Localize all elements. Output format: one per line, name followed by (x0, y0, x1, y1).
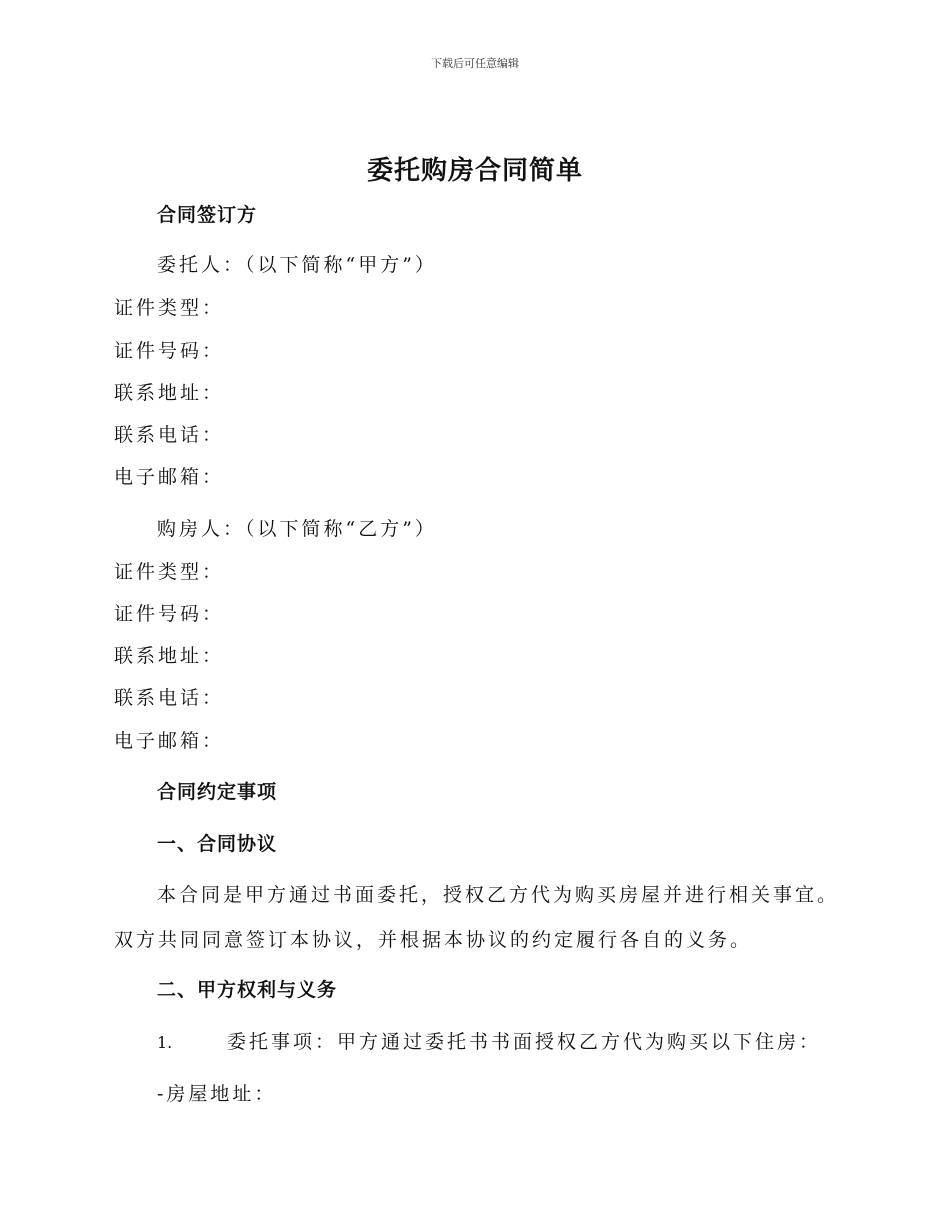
buyer-field-id-number: 证件号码： (114, 603, 225, 625)
section-heading-parties: 合同签订方 (157, 204, 258, 226)
document-title: 委托购房合同简单 (366, 156, 583, 186)
principal-field-email: 电子邮箱： (114, 466, 225, 488)
principal-field-id-number: 证件号码： (114, 340, 225, 362)
principal-field-phone: 联系电话： (114, 424, 225, 446)
buyer-label: 购房人：（以下简称“乙方”） (157, 518, 437, 540)
article2-item1-number: 1. (157, 1033, 173, 1052)
article2-item1 (157, 1027, 821, 1054)
buyer-field-address: 联系地址： (114, 645, 225, 667)
buyer-field-id-type: 证件类型： (114, 561, 225, 583)
article1-paragraph-line1: 本合同是甲方通过书面委托，授权乙方代为购买房屋并进行相关事宜。 (157, 884, 840, 906)
principal-label: 委托人：（以下简称“甲方”） (157, 254, 437, 276)
article2-bullet-house-address: -房屋地址： (157, 1083, 277, 1105)
principal-field-id-type: 证件类型： (114, 297, 225, 319)
article2-item1-text: 委托事项：甲方通过委托书书面授权乙方代为购买以下住房： (227, 1031, 822, 1053)
buyer-field-email: 电子邮箱： (114, 730, 225, 752)
buyer-field-phone: 联系电话： (114, 687, 225, 709)
principal-field-address: 联系地址： (114, 382, 225, 404)
article2-heading: 二、甲方权利与义务 (157, 979, 338, 1001)
article1-heading: 一、合同协议 (157, 833, 278, 855)
section-heading-terms: 合同约定事项 (157, 781, 278, 803)
header-note: 下载后可任意编辑 (431, 57, 519, 70)
article1-paragraph-line2: 双方共同同意签订本协议，并根据本协议的约定履行各自的义务。 (114, 929, 753, 951)
